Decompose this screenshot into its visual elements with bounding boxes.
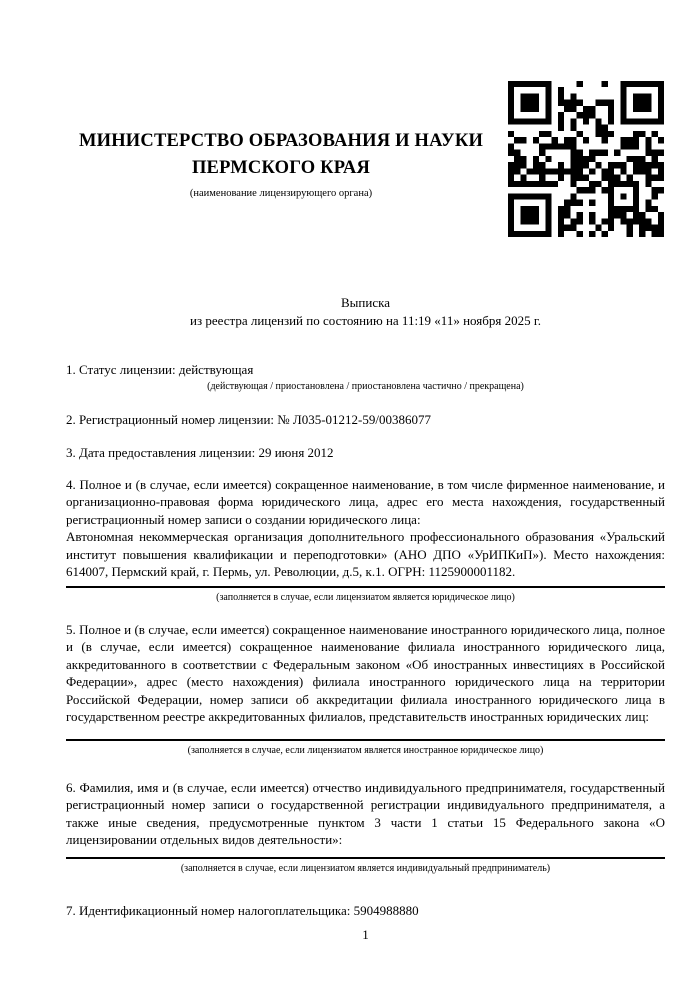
document-body: [66, 294, 665, 919]
license-status-options-caption: (действующая / приостановлена / приостановлена частично / прекращена): [207, 380, 524, 392]
licensing-authority-caption: (наименование лицензирующего органа): [189, 188, 373, 199]
taxpayer-number-text: 7. Идентификационный номер налогоплательщика: 5904988880: [66, 902, 419, 918]
item-license-grant-date: [66, 444, 665, 462]
foreign-entity-caption: (заполняется в случае, если лицензиатом является иностранное юридическое лицо): [187, 744, 544, 756]
item-foreign-entity-info: [66, 621, 665, 758]
entrepreneur-question-text: 6. Фамилия, имя и (в случае, если имеется) отчество индивидуального предпринимателя, государственный регистрационный номер записи о государственной регистрации индивидуального предпринимателя, а также иные сведения, предусмотренные пунктом 3 части 1 статьи 15 Федерального закона «О лицензировании отдельных видов деятельности»:: [66, 779, 665, 847]
item-legal-entity-info: [66, 476, 665, 605]
ministry-header: [64, 128, 498, 200]
legal-entity-caption: (заполняется в случае, если лицензиатом является юридическое лицо): [216, 591, 515, 603]
document-title: [66, 294, 665, 330]
foreign-entity-blank-answer-line: [66, 739, 665, 741]
legal-entity-question-text: 4. Полное и (в случае, если имеется) сокращенное наименование, в том числе фирменное наименование, и организационно-правовая форма юридического лица, адрес его места нахождения, государственный регистрационный номер записи о создании юридического лица:: [66, 476, 665, 527]
qr-code-icon: [508, 81, 664, 237]
license-grant-date-text: 3. Дата предоставления лицензии: 29 июня 2012: [66, 445, 334, 460]
document-title-line1: Выписка: [341, 295, 390, 310]
item-license-status: [66, 361, 665, 394]
document-title-line2: из реестра лицензий по состоянию на 11:19 «11» ноября 2025 г.: [190, 313, 541, 328]
ministry-name-line2: ПЕРМСКОГО КРАЯ: [191, 158, 371, 178]
item-registration-number: [66, 411, 665, 429]
page-number: 1: [362, 927, 369, 942]
entrepreneur-blank-answer-line: [66, 857, 665, 859]
item-individual-entrepreneur-info: [66, 779, 665, 876]
foreign-entity-question-text: 5. Полное и (в случае, если имеется) сокращенное наименование иностранного юридического лица, полное и (в случае, если имеется) сокращенное наименование филиала иностранного юридического лица, аккредитованного в соответствии с Федеральным законом «Об иностранных инвестициях в Российской Федерации», адрес (место нахождения) филиала иностранного юридического лица на территории Российской Федерации, номер записи об аккредитации филиала иностранного юридического лица в государственном реестре аккредитованных филиалов, представительств иностранных юридических лиц:: [66, 621, 665, 724]
item-taxpayer-number: [66, 902, 665, 920]
license-status-text: 1. Статус лицензии: действующая: [66, 362, 254, 377]
legal-entity-answer-text: Автономная некоммерческая организация дополнительного профессионального образования «Уральский институт повышения квалификации и переподготовки» (АНО ДПО «УрИПКиП»). Место нахождения: 614007, Пермский край, г. Пермь, ул. Революции, д.5, к.1. ОГРН: 1125900001182.: [66, 528, 665, 588]
ministry-name-line1: МИНИСТЕРСТВО ОБРАЗОВАНИЯ И НАУКИ: [78, 131, 484, 151]
qr-code-svg: [508, 81, 664, 237]
registration-number-text: 2. Регистрационный номер лицензии: № Л035-01212-59/00386077: [66, 411, 432, 427]
entrepreneur-caption: (заполняется в случае, если лицензиатом является индивидуальный предприниматель): [180, 862, 551, 874]
